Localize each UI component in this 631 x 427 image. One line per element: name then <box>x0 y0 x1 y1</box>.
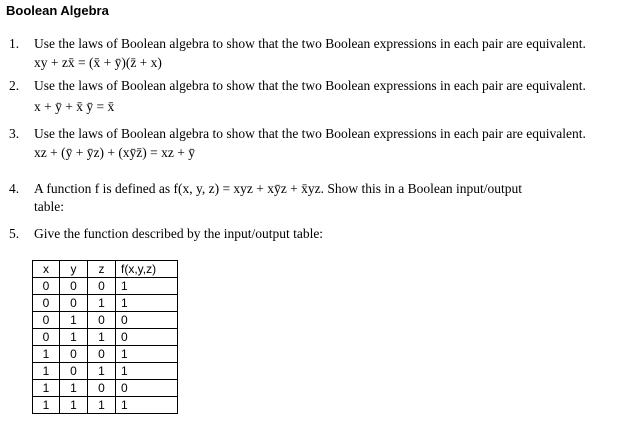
column-header-y: y <box>60 261 88 278</box>
table-cell: 1 <box>88 363 116 380</box>
question-3-number: 3. <box>9 126 20 141</box>
table-cell: 1 <box>116 278 178 295</box>
question-1-number: 1. <box>9 36 20 51</box>
table-cell: 0 <box>88 278 116 295</box>
question-2-text: Use the laws of Boolean algebra to show that the two Boolean expressions in each pair are equivalent. <box>34 78 586 93</box>
column-header-x: x <box>33 261 60 278</box>
table-cell: 0 <box>116 329 178 346</box>
question-1-text: Use the laws of Boolean algebra to show that the two Boolean expressions in each pair are equivalent. <box>34 36 586 51</box>
table-cell: 0 <box>116 380 178 397</box>
table-header-row <box>33 261 178 278</box>
table-cell: 0 <box>60 278 88 295</box>
table-cell: 0 <box>116 312 178 329</box>
table-row <box>33 329 178 346</box>
question-5-text: Give the function described by the input/output table: <box>34 226 324 241</box>
table-cell: 0 <box>88 312 116 329</box>
table-cell: 1 <box>60 329 88 346</box>
table-cell: 0 <box>88 380 116 397</box>
table-row <box>33 363 178 380</box>
table-cell: 1 <box>116 397 178 414</box>
question-4-number: 4. <box>9 181 20 196</box>
table-cell: 0 <box>60 363 88 380</box>
table-cell: 1 <box>60 312 88 329</box>
table-row <box>33 295 178 312</box>
table-cell: 1 <box>60 397 88 414</box>
column-header-z: z <box>88 261 116 278</box>
question-3-text: Use the laws of Boolean algebra to show that the two Boolean expressions in each pair are equivalent. <box>34 126 586 141</box>
table-cell: 0 <box>33 329 60 346</box>
question-5-number: 5. <box>9 226 20 241</box>
table-cell: 1 <box>116 346 178 363</box>
table-row <box>33 380 178 397</box>
question-4-text-continued: table: <box>34 199 64 214</box>
table-cell: 1 <box>60 380 88 397</box>
table-row <box>33 312 178 329</box>
table-cell: 0 <box>33 312 60 329</box>
table-cell: 0 <box>88 346 116 363</box>
question-3-expression: xz + (ȳ + ȳz) + (xȳz̄) = xz + ȳ <box>34 145 196 160</box>
table-cell: 0 <box>60 295 88 312</box>
table-row <box>33 397 178 414</box>
table-cell: 1 <box>116 363 178 380</box>
question-1-expression: xy + zx̄ = (x̄ + ȳ)(z̄ + x) <box>34 55 162 70</box>
page-title: Boolean Algebra <box>6 3 109 18</box>
table-cell: 1 <box>116 295 178 312</box>
table-cell: 0 <box>60 346 88 363</box>
question-2-number: 2. <box>9 78 20 93</box>
truth-table <box>32 260 178 414</box>
table-cell: 1 <box>88 295 116 312</box>
table-cell: 1 <box>33 363 60 380</box>
table-cell: 1 <box>33 380 60 397</box>
question-4-text: A function f is defined as f(x, y, z) = xyz + xȳz + x̄yz. Show this in a Boolean input/output <box>34 181 523 196</box>
table-cell: 0 <box>33 278 60 295</box>
column-header-f: f(x,y,z) <box>116 261 178 278</box>
question-2-expression: x + ȳ + x̄ ȳ = x̄ <box>34 99 115 114</box>
table-cell: 1 <box>88 329 116 346</box>
table-row <box>33 346 178 363</box>
table-row <box>33 278 178 295</box>
table-cell: 0 <box>33 295 60 312</box>
truth-table-body <box>33 278 178 414</box>
table-cell: 1 <box>88 397 116 414</box>
table-cell: 1 <box>33 397 60 414</box>
table-cell: 1 <box>33 346 60 363</box>
